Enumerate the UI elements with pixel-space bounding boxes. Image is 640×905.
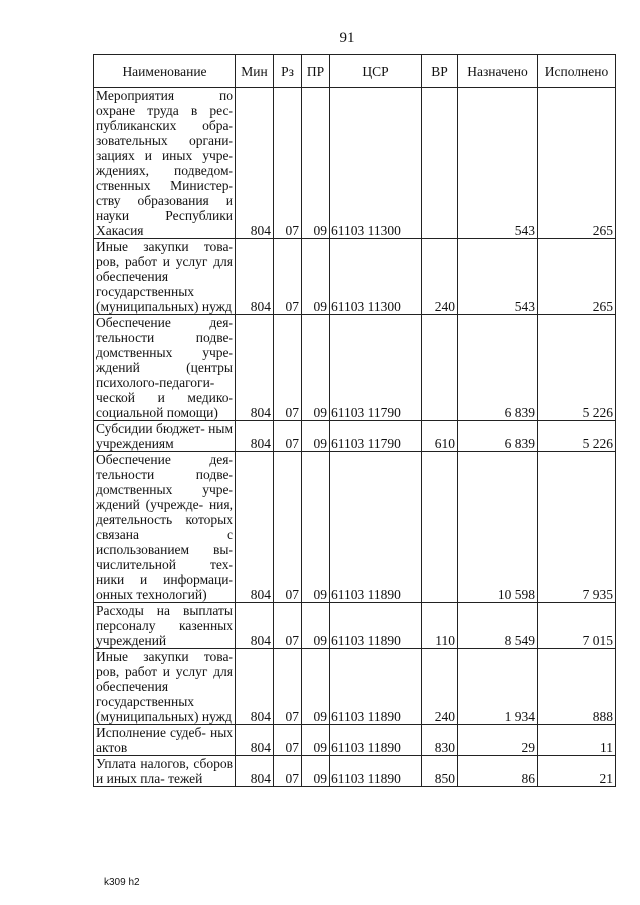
cell-pr: 09: [302, 421, 330, 452]
cell-name: [94, 421, 236, 452]
cell-pr: 09: [302, 649, 330, 725]
cell-min: 804: [236, 649, 274, 725]
cell-assigned: 86: [458, 756, 538, 787]
cell-min: 804: [236, 603, 274, 649]
cell-csr: 61103 11890: [330, 649, 422, 725]
cell-executed: 888: [538, 649, 616, 725]
column-header-pr: ПР: [302, 55, 330, 88]
cell-rz: 07: [274, 756, 302, 787]
cell-pr: 09: [302, 603, 330, 649]
cell-assigned: 8 549: [458, 603, 538, 649]
cell-name-line: государственных: [96, 284, 195, 299]
cell-rz: 07: [274, 239, 302, 315]
cell-vr: 240: [422, 239, 458, 315]
column-header-executed: Исполнено: [538, 55, 616, 88]
cell-name-line: ждениях, подведом-: [96, 163, 233, 178]
cell-rz: 07: [274, 725, 302, 756]
cell-name-line: числительной тех-: [96, 557, 233, 572]
cell-name-line: зовательных органи-: [96, 133, 233, 148]
cell-name-line: ных актов: [96, 725, 234, 755]
cell-csr: 61103 11890: [330, 756, 422, 787]
cell-vr: 610: [422, 421, 458, 452]
table-header-row: [94, 55, 616, 88]
cell-name-line: зациях и иных учре-: [96, 148, 233, 163]
cell-name: [94, 603, 236, 649]
cell-name-line: социальной помощи): [96, 405, 218, 420]
cell-name: [94, 315, 236, 421]
cell-name: [94, 88, 236, 239]
cell-min: 804: [236, 725, 274, 756]
cell-name-line: учреждений: [96, 633, 167, 648]
column-header-vr: ВР: [422, 55, 458, 88]
cell-executed: 21: [538, 756, 616, 787]
cell-csr: 61103 11790: [330, 315, 422, 421]
cell-name-line: домственных учре-: [96, 345, 233, 360]
table-row: [94, 315, 616, 421]
cell-name-line: ров, работ и услуг: [96, 664, 208, 679]
table-row: [94, 421, 616, 452]
cell-name-line: тежей: [168, 771, 203, 786]
footer-code: k309 h2: [104, 877, 140, 888]
cell-name-line: которых связана с: [96, 512, 233, 542]
cell-min: 804: [236, 239, 274, 315]
cell-name-line: охране труда в рес-: [96, 103, 233, 118]
cell-name-line: домственных учре-: [96, 482, 233, 497]
cell-name-line: использованием вы-: [96, 542, 233, 557]
cell-min: 804: [236, 315, 274, 421]
cell-assigned: 1 934: [458, 649, 538, 725]
cell-name-line: Исполнение судеб-: [96, 725, 206, 740]
cell-name-line: Уплата налогов,: [96, 756, 189, 771]
cell-rz: 07: [274, 421, 302, 452]
page-number: 91: [339, 30, 355, 46]
cell-assigned: 29: [458, 725, 538, 756]
column-header-min: Мин: [236, 55, 274, 88]
cell-csr: 61103 11300: [330, 239, 422, 315]
cell-assigned: 6 839: [458, 421, 538, 452]
cell-vr: 850: [422, 756, 458, 787]
table-body: [94, 88, 616, 787]
cell-pr: 09: [302, 452, 330, 603]
table-row: [94, 725, 616, 756]
cell-name-line: (муниципальных): [96, 299, 199, 314]
cell-min: 804: [236, 452, 274, 603]
cell-executed: 7 015: [538, 603, 616, 649]
cell-name-line: психолого-педагоги-: [96, 375, 215, 390]
cell-name: [94, 452, 236, 603]
cell-rz: 07: [274, 603, 302, 649]
cell-csr: 61103 11790: [330, 421, 422, 452]
cell-name-line: для обеспечения: [96, 664, 234, 694]
cell-assigned: 10 598: [458, 452, 538, 603]
cell-name-line: персоналу казенных: [96, 618, 233, 633]
cell-name-line: ники и информаци-: [96, 572, 233, 587]
table-row: [94, 603, 616, 649]
table-row: [94, 88, 616, 239]
column-header-rz: Рз: [274, 55, 302, 88]
cell-rz: 07: [274, 452, 302, 603]
budget-table: [93, 54, 616, 787]
cell-name: [94, 756, 236, 787]
cell-name: [94, 649, 236, 725]
cell-name: [94, 725, 236, 756]
cell-pr: 09: [302, 725, 330, 756]
cell-executed: 11: [538, 725, 616, 756]
cell-name-line: ждений (центры: [96, 360, 233, 375]
cell-vr: 240: [422, 649, 458, 725]
cell-name-line: для обеспечения: [96, 254, 234, 284]
table-row: [94, 649, 616, 725]
cell-executed: 5 226: [538, 421, 616, 452]
cell-name-line: Мероприятия по: [96, 88, 233, 103]
cell-pr: 09: [302, 88, 330, 239]
cell-name-line: нужд: [201, 299, 232, 314]
cell-pr: 09: [302, 239, 330, 315]
column-header-assigned: Назначено: [458, 55, 538, 88]
cell-vr: 830: [422, 725, 458, 756]
cell-csr: 61103 11300: [330, 88, 422, 239]
cell-name-line: публиканских обра-: [96, 118, 233, 133]
cell-rz: 07: [274, 649, 302, 725]
cell-name-line: нужд: [201, 709, 232, 724]
cell-executed: 265: [538, 88, 616, 239]
cell-name-line: науки Республики: [96, 208, 233, 223]
cell-name: [94, 239, 236, 315]
cell-vr: [422, 452, 458, 603]
cell-rz: 07: [274, 315, 302, 421]
cell-executed: 265: [538, 239, 616, 315]
cell-rz: 07: [274, 88, 302, 239]
cell-name-line: Обеспечение дея-: [96, 315, 233, 330]
column-header-csr: ЦСР: [330, 55, 422, 88]
cell-vr: [422, 315, 458, 421]
cell-name-line: онных технологий): [96, 587, 207, 602]
cell-csr: 61103 11890: [330, 725, 422, 756]
cell-assigned: 6 839: [458, 315, 538, 421]
cell-name-line: ждений (учрежде-: [96, 497, 204, 512]
cell-executed: 7 935: [538, 452, 616, 603]
cell-name-line: тельности подве-: [96, 330, 233, 345]
cell-assigned: 543: [458, 88, 538, 239]
cell-name-line: ственных Министер-: [96, 178, 233, 193]
cell-vr: 110: [422, 603, 458, 649]
cell-name-line: ным учреждениям: [96, 421, 233, 451]
cell-name-line: Иные закупки това-: [96, 649, 233, 664]
cell-executed: 5 226: [538, 315, 616, 421]
cell-name-line: ческой и медико-: [96, 390, 233, 405]
table-row: [94, 452, 616, 603]
table-row: [94, 756, 616, 787]
cell-name-line: (муниципальных): [96, 709, 199, 724]
cell-name-line: Расходы на выплаты: [96, 603, 233, 618]
table-row: [94, 239, 616, 315]
cell-name-line: государственных: [96, 694, 195, 709]
column-header-name: Наименование: [94, 55, 236, 88]
cell-name-line: Субсидии бюджет-: [96, 421, 205, 436]
cell-name-line: ров, работ и услуг: [96, 254, 208, 269]
cell-name-line: сборов и иных пла-: [96, 756, 233, 786]
cell-pr: 09: [302, 756, 330, 787]
cell-name-line: Иные закупки това-: [96, 239, 233, 254]
cell-csr: 61103 11890: [330, 603, 422, 649]
cell-name-line: ния, деятельность: [96, 497, 233, 527]
cell-min: 804: [236, 88, 274, 239]
cell-min: 804: [236, 421, 274, 452]
cell-pr: 09: [302, 315, 330, 421]
cell-name-line: ству образования и: [96, 193, 233, 208]
cell-csr: 61103 11890: [330, 452, 422, 603]
cell-assigned: 543: [458, 239, 538, 315]
cell-name-line: Обеспечение дея-: [96, 452, 233, 467]
cell-vr: [422, 88, 458, 239]
cell-name-line: тельности подве-: [96, 467, 233, 482]
cell-min: 804: [236, 756, 274, 787]
cell-name-line: Хакасия: [96, 223, 144, 238]
